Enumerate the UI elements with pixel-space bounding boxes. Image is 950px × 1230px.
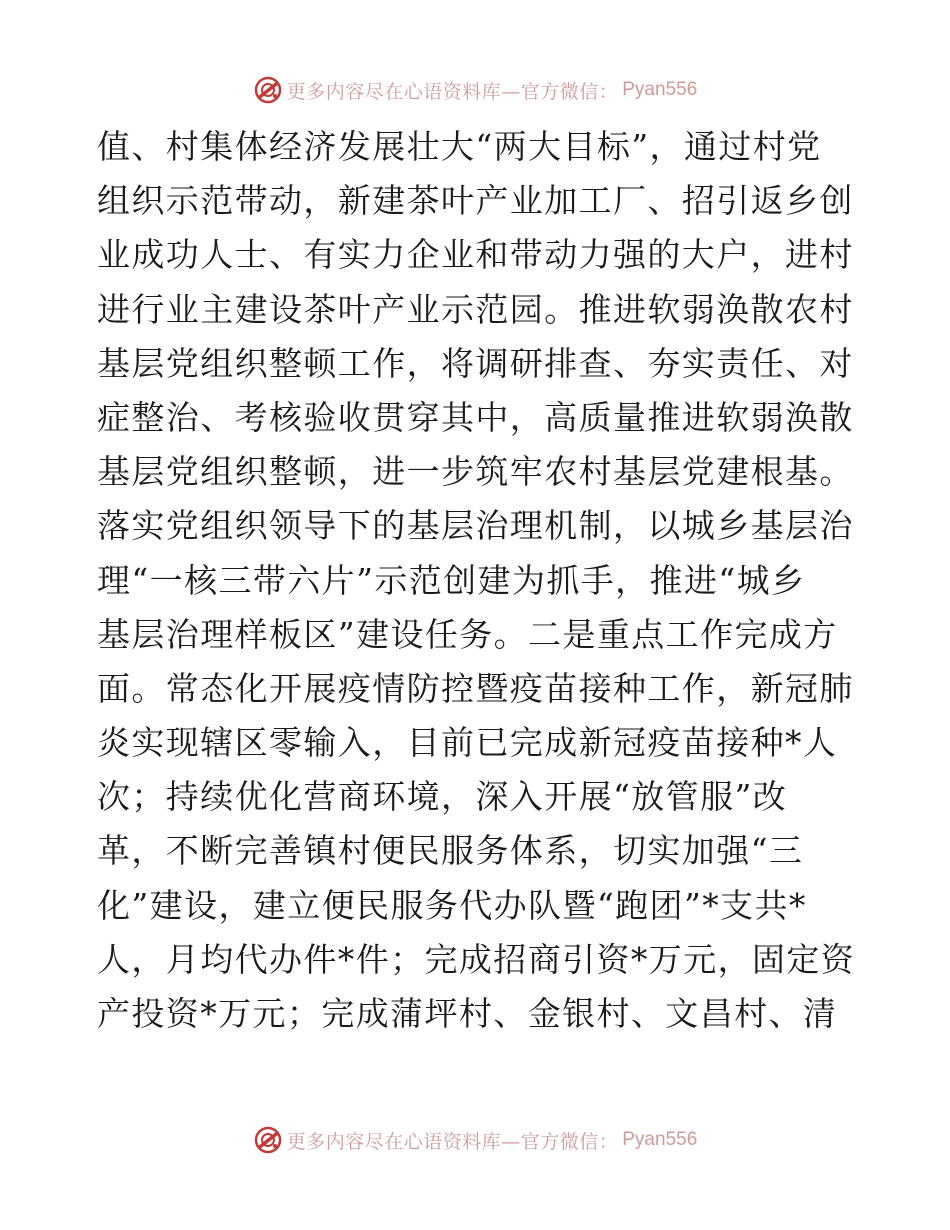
body-line: 理“一核三带六片”示范创建为抓手，推进“城乡: [97, 560, 806, 600]
watermark-text: 更多内容尽在心语资料库—官方微信：: [286, 80, 619, 103]
header-watermark: [0, 72, 950, 108]
body-line: 面。常态化开展疫情防控暨疫苗接种工作，新冠肺: [97, 668, 854, 708]
body-line: 基层党组织整顿工作，将调研排查、夯实责任、对: [97, 343, 854, 383]
body-line: 人，月均代办件*件；完成招商引资*万元，固定资: [97, 939, 856, 979]
watermark-text: 更多内容尽在心语资料库—官方微信：: [286, 1130, 619, 1153]
body-line: 基层治理样板区”建设任务。二是重点工作完成方: [97, 614, 838, 654]
footer-watermark: [0, 1122, 950, 1158]
body-line: 革，不断完善镇村便民服务体系，切实加强“三: [97, 831, 804, 871]
body-line: 次；持续优化营商环境，深入开展“放管服”改: [97, 777, 788, 817]
body-line: 进行业主建设茶叶产业示范园。推进软弱涣散农村: [97, 289, 854, 329]
watermark-wechat-id: Pyan556: [622, 79, 698, 100]
body-line: 症整治、考核验收贯穿其中，高质量推进软弱涣散: [97, 397, 854, 437]
body-line: 值、村集体经济发展壮大“两大目标”，通过村党: [97, 127, 822, 166]
body-line: 化”建设，建立便民服务代办队暨“跑团”*支共*: [97, 885, 807, 925]
document-body: [97, 120, 857, 1041]
logo-icon: [253, 75, 283, 105]
body-line: 产投资*万元；完成蒲坪村、金银村、文昌村、清: [97, 994, 838, 1033]
body-line: 炎实现辖区零输入，目前已完成新冠疫苗接种*人: [97, 723, 838, 763]
body-line: 落实党组织领导下的基层治理机制，以城乡基层治: [97, 506, 854, 546]
body-line: 组织示范带动，新建茶叶产业加工厂、招引返乡创: [97, 181, 854, 221]
body-line: 业成功人士、有实力企业和带动力强的大户，进村: [97, 235, 854, 275]
watermark-wechat-id: Pyan556: [622, 1129, 698, 1150]
body-line: 基层党组织整顿，进一步筑牢农村基层党建根基。: [97, 452, 854, 492]
logo-icon: [253, 1125, 283, 1155]
